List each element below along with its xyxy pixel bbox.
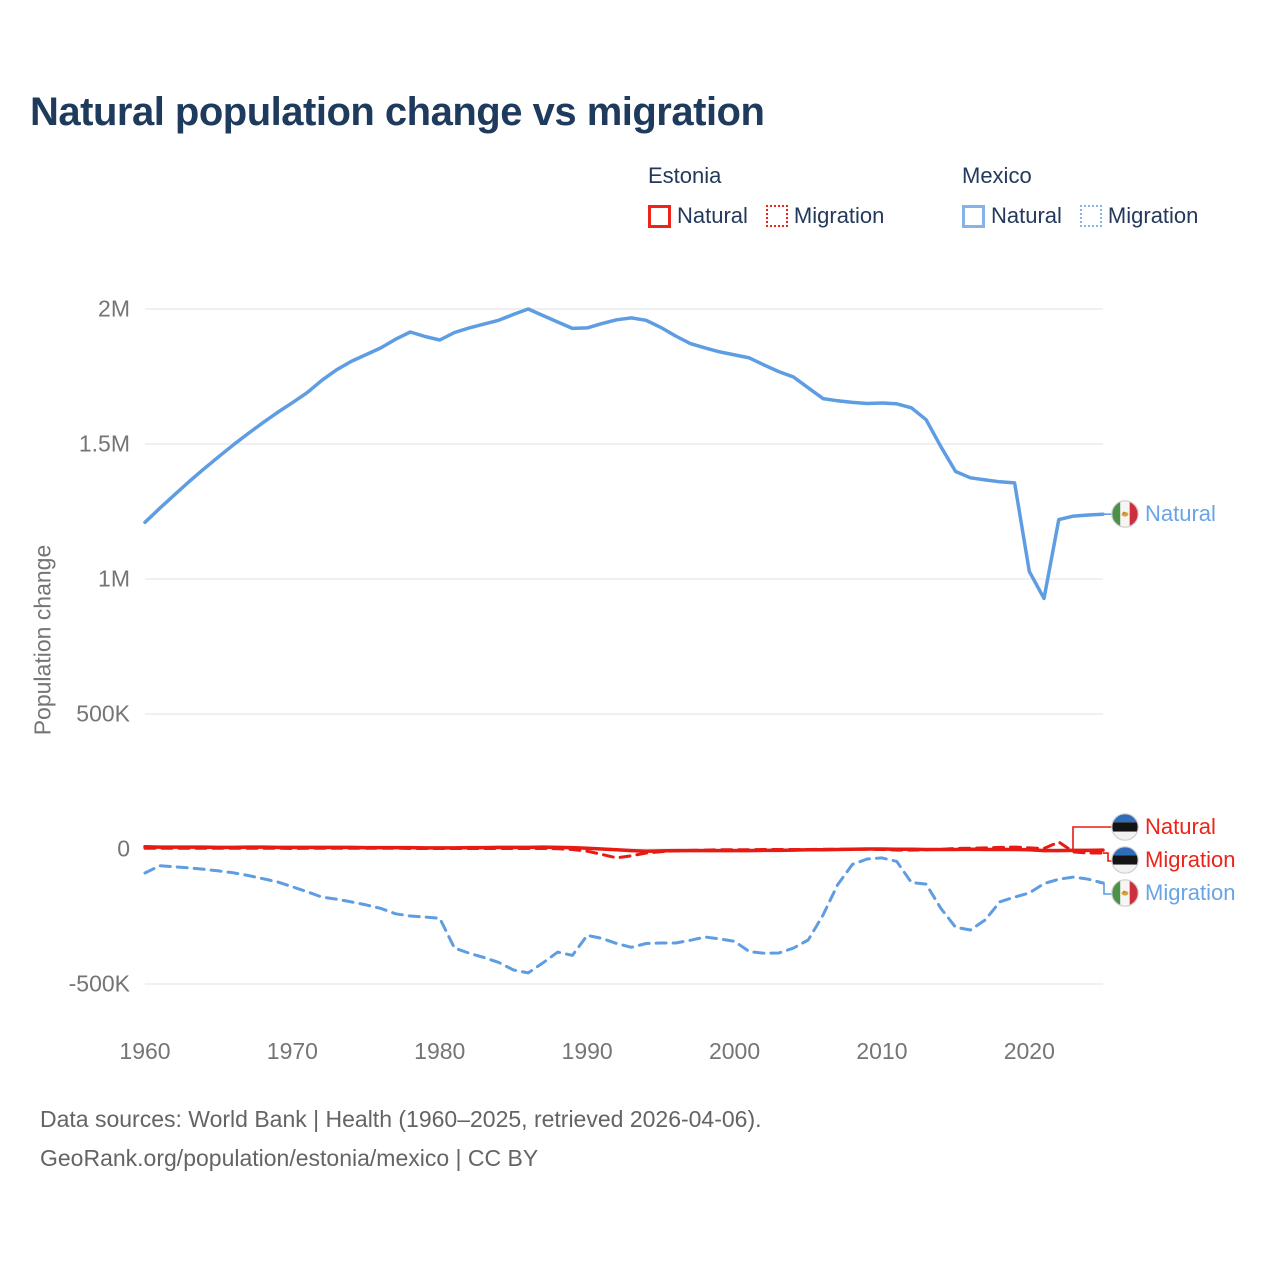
mexico-flag-icon [1111,500,1139,528]
x-tick-label: 1970 [266,1038,318,1064]
y-tick-label: 1.5M [78,430,130,457]
end-label-estonia-natural [1111,813,1216,841]
legend-header-estonia: Estonia [648,163,722,188]
y-tick-label: -500K [68,970,130,997]
x-tick-label: 1960 [119,1038,171,1064]
end-label-text: Natural [1145,814,1216,839]
series-mexico-natural [145,309,1103,598]
legend-label: Migration [793,203,885,228]
series-mexico-migration [145,858,1103,973]
end-label-mexico-natural [1111,500,1216,528]
legend-label: Migration [1107,203,1199,228]
x-tick-label: 1980 [414,1038,466,1064]
y-tick-label: 0 [117,835,130,862]
legend-label: Natural [991,203,1062,228]
x-tick-label: 2000 [708,1038,761,1064]
y-tick-label: 500K [76,700,130,727]
mexico-flag-icon [1111,879,1139,907]
legend-label: Natural [677,203,748,228]
data-source-attribution [40,1100,762,1178]
end-label-text: Natural [1145,501,1216,526]
y-tick-label: 2M [98,295,130,322]
source-url-line: GeoRank.org/population/estonia/mexico | CC BY [40,1145,539,1171]
x-tick-label: 2010 [856,1038,908,1064]
y-tick-label: 1M [98,565,130,592]
data-sources-line: Data sources: World Bank | Health (1960–2025, retrieved 2026-04-06). [40,1106,762,1132]
estonia-flag-icon [1111,846,1139,874]
end-label-estonia-migration [1111,846,1235,874]
end-label-text: Migration [1145,847,1236,872]
end-label-mexico-migration [1111,879,1235,907]
legend-header-mexico: Mexico [962,163,1032,188]
y-axis-title: Population change [29,544,56,736]
estonia-flag-icon [1111,813,1139,841]
end-label-text: Migration [1145,880,1236,905]
label-connector [1073,827,1112,850]
x-tick-label: 1990 [561,1038,613,1064]
x-tick-label: 2020 [1003,1038,1055,1064]
chart-title: Natural population change vs migration [30,90,765,134]
